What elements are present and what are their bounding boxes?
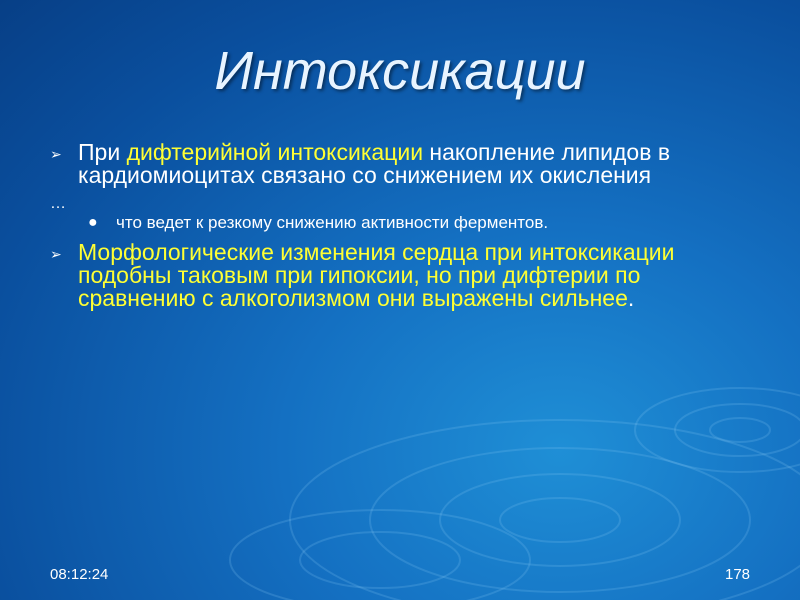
- bullet-diphtheria: [50, 141, 760, 187]
- slide-content: ➢ При дифтерийной интоксикации накопление липидов в кардиомиоцитах связано со снижением их окисления … ● что ведет к резкому снижению активности ферментов. ➢ Морфологические изменения сердца при интоксикации подобны таковым при гипоксии, но при дифтерии по сравнению с алкоголизмом они выражены сильнее.: [50, 141, 760, 318]
- slide-time: 08:12:24: [50, 566, 109, 583]
- round-bullet-icon: ●: [88, 214, 98, 231]
- bullet-conclusion: [50, 241, 760, 310]
- subbullet-text: что ведет к резкому снижению активности ферментов.: [116, 213, 549, 232]
- bullet-text: При: [78, 139, 127, 165]
- bullet-text: накопление липидов в кардиомиоцитах связано со снижением их окисления: [78, 139, 671, 188]
- slide-number: 178: [725, 566, 751, 583]
- slide-title: Интоксикации: [214, 41, 586, 101]
- highlight-text: Морфологические изменения сердца при интоксикации подобны таковым при гипоксии, но при дифтерии по сравнению с алкоголизмом они выражены сильнее: [78, 239, 675, 311]
- arrowhead-bullet-icon: ➢: [50, 146, 62, 162]
- subbullet-ferment: [50, 213, 760, 232]
- arrowhead-bullet-icon: ➢: [50, 246, 62, 262]
- bullet-text: .: [627, 285, 635, 311]
- highlight-text: дифтерийной интоксикации: [126, 139, 424, 165]
